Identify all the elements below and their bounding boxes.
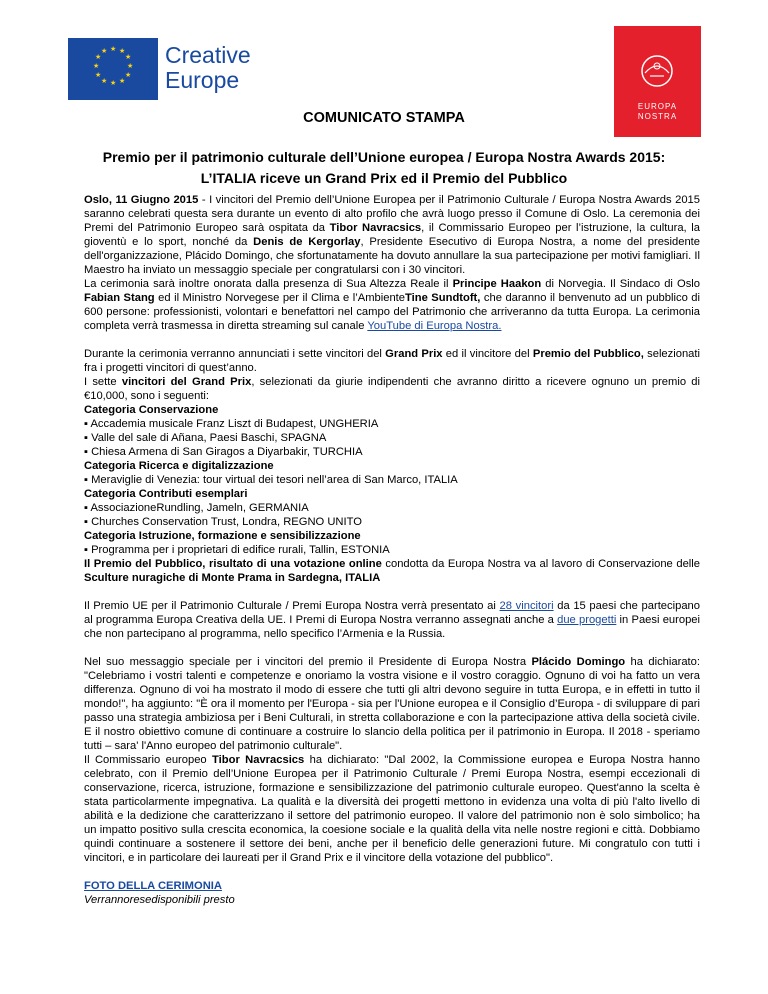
list-item: ▪ Programma per i proprietari di edifice rurali, Tallin, ESTONIA [84,544,390,556]
text: condotta da Europa Nostra va al lavoro di Conservazione delle [381,558,700,570]
logo-line: EUROPA [637,102,678,111]
emphasis: Premio del Pubblico, [532,348,644,360]
paragraph-grand-prix [84,375,700,403]
eu-flag-logo [68,38,158,100]
category-heading: Categoria Istruzione, formazione e sensibilizzazione [84,530,361,542]
paragraph-winners [84,599,700,641]
list-item: ▪ Chiesa Armena di San Giragos a Diyarbakir, TURCHIA [84,446,363,458]
text: La cerimonia sarà inoltre onorata dalla presenza di Sua Altezza Reale il [84,278,453,290]
ceremony-photos-link[interactable]: FOTO DELLA CERIMONIA [84,880,222,892]
text: Nel suo messaggio speciale per i vincitori del premio il Presidente di Europa Nostra [84,656,532,668]
person-name: Principe Haakon [452,278,542,290]
emphasis: vincitori del Grand Prix [121,376,252,388]
emphasis: Grand Prix [385,348,443,360]
text: ed il Ministro Norvegese per il Clima e l’Ambiente [154,292,406,304]
svg-text:★: ★ [101,47,108,55]
text: , Presidente Esecutivo di Europa Nostra, a nome del presidente dell'organizzazione, Plácido Domingo, che sfortunatamente ha dovuto annullare la sua partecipazione per motivi famigliari. Il Maestro ha inviato un messaggio speciale per congratularsi con i 30 vincitori. [84,236,700,276]
paragraph-announce [84,347,700,375]
svg-text:★: ★ [101,77,108,85]
svg-text:★: ★ [127,62,134,70]
person-name: Tine Sundtoft, [405,292,481,304]
emphasis: Sculture nuragiche di Monte Prama in Sardegna, ITALIA [84,572,381,584]
person-name: Tibor Navracsics [329,222,422,234]
text: ed il vincitore del [442,348,533,360]
europa-nostra-emblem-icon [614,26,701,96]
paragraph-navracsics-quote [84,753,700,865]
svg-text:★: ★ [93,62,100,70]
text: , selezionati da giurie indipendenti che avranno diritto a ricevere ognuno un premio di €10,000, sono i seguenti: [84,376,700,402]
creative-europe-logo-text [165,43,251,93]
svg-text:★: ★ [125,53,132,61]
eu-stars-icon [68,38,158,100]
list-item: ▪ Accademia musicale Franz Liszt di Budapest, UNGHERIA [84,418,379,430]
paragraph-domingo-quote [84,655,700,753]
category-list [84,403,700,557]
title-line: Premio per il patrimonio culturale dell’Unione europea / Europa Nostra Awards 2015: [102,149,666,165]
svg-text:★: ★ [95,53,102,61]
svg-text:★: ★ [119,77,126,85]
page-heading: COMUNICATO STAMPA [303,110,465,126]
text: , il Commissario Europeo per l’istruzione, la cultura, la gioventù e lo sport, nonché da [84,222,700,248]
person-name: Tibor Navracsics [212,754,305,766]
text: ha dichiarato: "Celebriamo i vostri talenti e competenze e onoriamo la vostra visione e il vostro coraggio. Ognuno di voi ha fatto un vera differenza. Ognuno di voi ha mostrato il modo di essere che tutti gli altri devono seguire in tutta Europa, e in effetti in tutto il mondo!", ha aggiunto: "È ora il momento per l'Europa - sia per l'Unione europea e il Consiglio d’Europa - di sviluppare di pari passo una strategia ambiziosa per i Beni Culturali, in stretta collaborazione e con la partecipazione attiva della società civile. E il nostro obiettivo comune di continuare a costruire lo slancio della politica per il patrimonio in Europa. Il 2018 - speriamo tutti – sara' l'Anno europeo del patrimonio culturale". [84,656,701,752]
text: in Paesi europei che non partecipano al programma, nello specifico l’Armenia e la Russia. [84,614,701,640]
category-heading: Categoria Ricerca e digitalizzazione [84,460,274,472]
emphasis: Il Premio del Pubblico, risultato di una votazione online [84,558,382,570]
paragraph-ceremony [84,277,700,333]
dateline: Oslo, 11 Giugno 2015 [84,194,199,206]
svg-text:★: ★ [95,71,102,79]
person-name: Denis de Kergorlay [253,236,361,248]
text: da 15 paesi che partecipano al programma Europa Creativa della UE. I Premi di Europa Nostra verranno assegnati anche a [84,600,700,626]
title-line: L’ITALIA riceve un Grand Prix ed il Premio del Pubblico [200,170,568,186]
press-release-body [84,193,700,907]
winners-link[interactable]: 28 vincitori [499,600,554,612]
person-name: Fabian Stang [84,292,155,304]
svg-text:★: ★ [110,45,117,53]
svg-text:★: ★ [110,79,117,87]
two-projects-link[interactable]: due progetti [557,614,617,626]
paragraph-intro [84,193,700,277]
text: - I vincitori del Premio dell’Unione Europea per il Patrimonio Culturale / Europa Nostra Awards 2015 saranno celebrati questa sera durante un evento di alto profilo che avrà luogo presso il Comune di Oslo. La ceremonia dei Premi del Patrimonio Europeo sarà ospitata da [84,194,700,234]
list-item: ▪ Valle del sale di Añana, Paesi Baschi, SPAGNA [84,432,327,444]
list-item: ▪ Churches Conservation Trust, Londra, REGNO UNITO [84,516,362,528]
category-heading: Categoria Contributi esemplari [84,488,248,500]
category-heading: Categoria Conservazione [84,404,219,416]
svg-text:★: ★ [119,47,126,55]
text: selezionati fra i progetti vincitori di quest’anno. [84,348,700,374]
logo-line: NOSTRA [637,112,678,121]
text: Il Premio UE per il Patrimonio Culturale / Premi Europa Nostra verrà presentato ai [84,600,500,612]
logo-line: Europe [165,67,240,93]
logo-line: Creative [165,42,251,68]
text: Durante la cerimonia verranno annunciati i sette vincitori del [84,348,386,360]
paragraph-public-prize [84,557,700,585]
text: che daranno il benvenuto ad un pubblico di 600 persone: professionisti, volontari e benefattori nel campo del Patrimonio che arriveranno da tutta Europa. La cerimonia completa verrà trasmessa in diretta streaming sul canale [84,292,700,332]
text: I sette [84,376,122,388]
page-title [0,147,768,189]
photos-note: Verrannoresedisponibili presto [84,894,235,906]
text: di Norvegia. Il Sindaco di Oslo [541,278,700,290]
list-item: ▪ Meraviglie di Venezia: tour virtual dei tesori nell’area di San Marco, ITALIA [84,474,458,486]
text: ha dichiarato: "Dal 2002, la Commissione europea e Europa Nostra hanno celebrato, con il Premio dell’Unione Europea per il Patrimonio Culturale / Premi Europa Nostra, esempi eccezionali di conservazione, ricerca, istruzione, formazione e sensibilizzazione del patrimonio culturale europeo. Quest'anno la scelta è stata particolarmente impegnativa. La qualità e la diversità dei progetti mettono in evidenza una volta di più l'alto livello di abilità e la dedizione che caratterizzano il settore del patrimonio europeo. Il valore del patrimonio non è solo simbolico; ha un impatto positivo sulla crescita economica, la coesione sociale e la qualità della vita nelle nostre regioni e città. Dobbiamo quindi continuare a sostenere il settore dei beni, anche per il beneficio delle generazioni future. Mi congratulo con tutti i vincitori, e in particolare dei laureati per il Grand Prix e il vincitore della votazione del pubblico". [84,754,700,864]
youtube-link[interactable]: YouTube di Europa Nostra. [367,320,502,332]
text: Il Commissario europeo [84,754,213,766]
person-name: Plácido Domingo [531,656,626,668]
svg-text:★: ★ [125,71,132,79]
list-item: ▪ AssociazioneRundling, Jameln, GERMANIA [84,502,309,514]
